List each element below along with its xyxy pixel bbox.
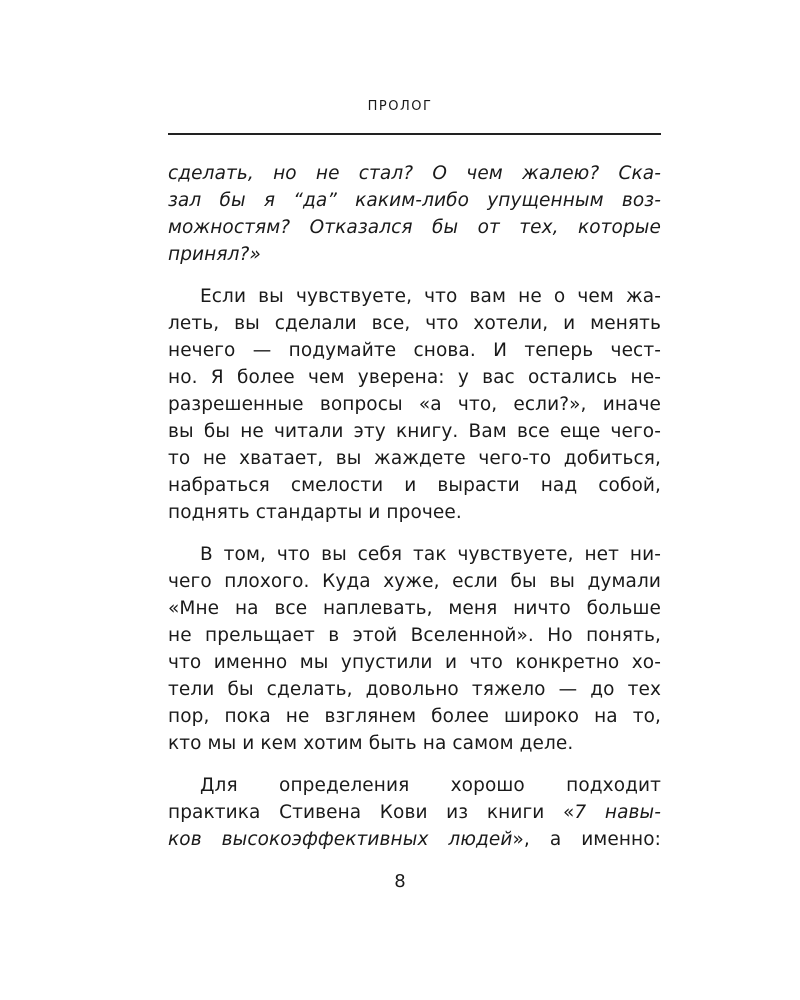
text-line [168, 799, 661, 826]
body-text [168, 160, 661, 853]
text-run: зал бы я “да” каким-либо упущенным воз- [168, 190, 661, 211]
text-line [168, 187, 661, 214]
text-line [168, 568, 661, 595]
paragraph [168, 541, 661, 757]
text-line [168, 826, 661, 853]
text-run: принял?» [168, 244, 261, 265]
text-line [168, 364, 661, 391]
text-line [168, 337, 661, 364]
text-run: леть, вы сделали все, что хотели, и менять [168, 313, 661, 334]
text-run: то не хватает, вы жаждете чего-то добиться, [168, 448, 661, 469]
paragraph [168, 772, 661, 853]
text-run: В том, что вы себя так чувствуете, нет ни- [200, 544, 661, 565]
text-run: разрешенные вопросы «а что, если?», иначе [168, 394, 661, 415]
text-run: чего плохого. Куда хуже, если бы вы думали [168, 571, 661, 592]
text-line [168, 622, 661, 649]
page-number: 8 [394, 871, 406, 892]
text-run: но. Я более чем уверена: у вас остались не- [168, 367, 661, 388]
text-run: «Мне на все наплевать, меня ничто больше [168, 598, 661, 619]
text-run: кто мы и кем хотим быть на самом деле. [168, 733, 574, 754]
text-run: можностям? Отказался бы от тех, которые [168, 217, 661, 238]
text-line [168, 595, 661, 622]
text-line [168, 472, 661, 499]
text-line [168, 676, 661, 703]
text-run: не прельщает в этой Вселенной». Но понять, [168, 625, 661, 646]
text-line [168, 160, 661, 187]
text-line [168, 649, 661, 676]
text-run: », а именно: [512, 829, 661, 850]
text-line [168, 730, 661, 757]
text-run: Для определения хорошо подходит [200, 775, 661, 796]
running-head-title: ПРОЛОГ [367, 99, 433, 114]
text-line [168, 310, 661, 337]
text-line [168, 772, 661, 799]
text-line [168, 418, 661, 445]
text-line [168, 391, 661, 418]
text-run: практика Стивена Кови из книги « [168, 802, 575, 823]
header-rule [168, 133, 661, 135]
text-run: набраться смелости и вырасти над собой, [168, 475, 661, 496]
text-line [168, 541, 661, 568]
text-line [168, 445, 661, 472]
text-run: нечего — подумайте снова. И теперь чест- [168, 340, 661, 361]
text-line [168, 499, 661, 526]
text-run: Если вы чувствуете, что вам не о чем жа- [200, 286, 661, 307]
text-line [168, 703, 661, 730]
text-run: сделать, но не стал? О чем жалею? Ска- [168, 163, 661, 184]
text-line [168, 241, 661, 268]
text-run: поднять стандарты и прочее. [168, 502, 462, 523]
text-line [168, 283, 661, 310]
text-run: вы бы не читали эту книгу. Вам все еще чего- [168, 421, 661, 442]
text-run: что именно мы упустили и что конкретно хо- [168, 652, 661, 673]
text-run: пор, пока не взглянем более широко на то, [168, 706, 661, 727]
text-line [168, 214, 661, 241]
paragraph [168, 160, 661, 268]
text-run: тели бы сделать, довольно тяжело — до тех [168, 679, 661, 700]
book-title-run: 7 навы- [574, 802, 661, 823]
paragraph [168, 283, 661, 526]
book-title-run: ков высокоэффективных людей [168, 829, 513, 850]
